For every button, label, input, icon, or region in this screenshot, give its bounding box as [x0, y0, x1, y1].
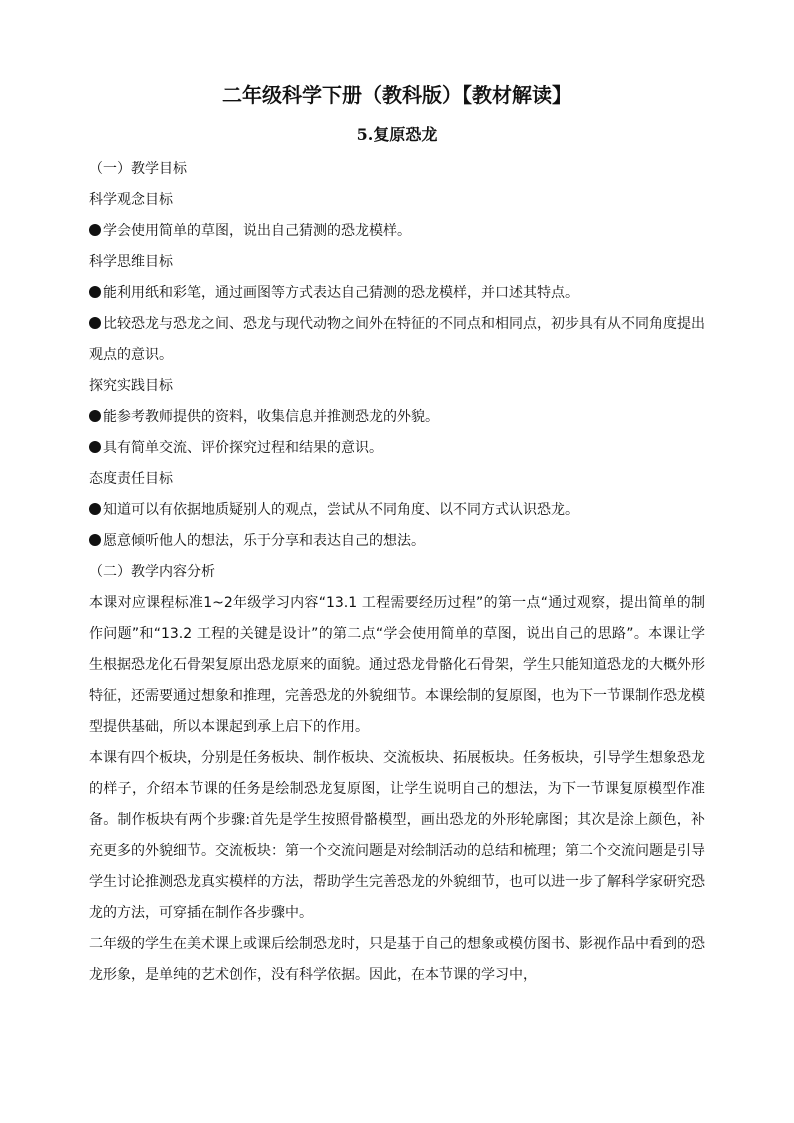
- bullet-icon: [89, 317, 101, 329]
- goal-item: 比较恐龙与恐龙之间、恐龙与现代动物之间外在特征的不同点和相同点，初步具有从不同角度提出观点的意识。: [89, 316, 705, 363]
- bullet-icon: [89, 534, 101, 546]
- goal-heading-inquiry-practice: 探究实践目标: [89, 378, 173, 394]
- bullet-icon: [89, 286, 101, 298]
- body-paragraph: 本课有四个板块，分别是任务板块、制作板块、交流板块、拓展板块。任务板块，引导学生想象恐龙的样子，介绍本节课的任务是绘制恐龙复原图，让学生说明自己的想法，为下一节课复原模型作准备。制作板块有两个步骤:首先是学生按照骨骼模型，画出恐龙的外形轮廓图；其次是涂上颜色，补充更多的外貌细节。交流板块：第一个交流问题是对绘制活动的总结和梳理；第二个交流问题是引导学生讨论推测恐龙真实模样的方法，帮助学生完善恐龙的外貌细节，也可以进一步了解科学家研究恐龙的方法，可穿插在制作各步骤中。: [89, 750, 705, 921]
- goal-heading-science-concept: 科学观念目标: [89, 192, 173, 208]
- goal-item: 知道可以有依据地质疑别人的观点，尝试从不同角度、以不同方式认识恐龙。: [89, 495, 705, 526]
- goal-item: 能参考教师提供的资料，收集信息并推测恐龙的外貌。: [89, 402, 705, 433]
- section-heading-content-analysis: （二）教学内容分析: [89, 564, 215, 580]
- body-paragraph: 二年级的学生在美术课上或课后绘制恐龙时，只是基于自己的想象或模仿图书、影视作品中看到的恐龙形象，是单纯的艺术创作，没有科学依据。因此，在本节课的学习中，: [89, 936, 705, 983]
- bullet-icon: [89, 224, 101, 236]
- body-paragraph: 本课对应课程标准1~2年级学习内容“13.1 工程需要经历过程”的第一点“通过观察，提出简单的制作问题”和“13.2 工程的关键是设计”的第二点“学会使用简单的草图，说出自己的思路”。本课让学生根据恐龙化石骨架复原出恐龙原来的面貌。通过恐龙骨骼化石骨架，学生只能知道恐龙的大概外形特征，还需要通过想象和推理，完善恐龙的外貌细节。本课绘制的复原图，也为下一节课制作恐龙模型提供基础，所以本课起到承上启下的作用。: [89, 595, 705, 735]
- goal-item: 能利用纸和彩笔，通过画图等方式表达自己猜测的恐龙模样，并口述其特点。: [89, 278, 705, 309]
- lesson-title: 5.复原恐龙: [356, 125, 438, 144]
- goal-heading-science-thinking: 科学思维目标: [89, 254, 173, 270]
- goal-item: 具有简单交流、评价探究过程和结果的意识。: [89, 433, 705, 464]
- section-heading-teaching-goals: （一）教学目标: [89, 161, 187, 177]
- bullet-icon: [89, 410, 101, 422]
- goal-item: 学会使用简单的草图，说出自己猜测的恐龙模样。: [89, 216, 705, 247]
- document-page: [89, 80, 705, 991]
- bullet-icon: [89, 441, 101, 453]
- goal-heading-attitude: 态度责任目标: [89, 471, 173, 487]
- bullet-icon: [89, 503, 101, 515]
- document-title: 二年级科学下册（教科版）【教材解读】: [222, 83, 572, 107]
- goal-item: 愿意倾听他人的想法，乐于分享和表达自己的想法。: [89, 526, 705, 557]
